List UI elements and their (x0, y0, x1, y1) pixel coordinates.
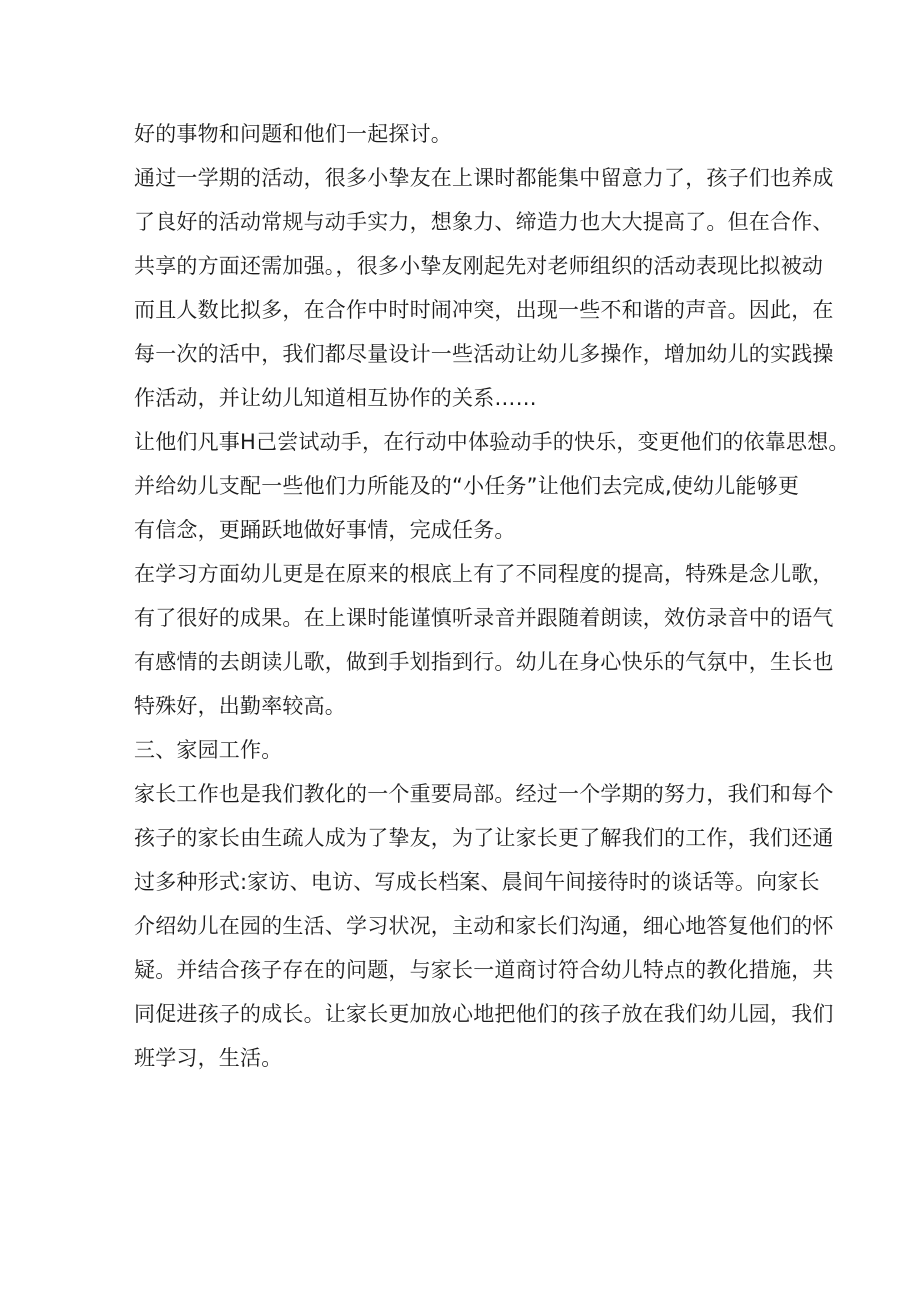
text-line: 班学习，生活。 (134, 1046, 283, 1070)
text-line: 好的事物和问题和他们一起探讨。 (134, 122, 452, 146)
text-line: 通过一学期的活动，很多小挚友在上课时都能集中留意力了，孩子们也养成 (134, 166, 834, 190)
text-line: 有感情的去朗读儿歌，做到手划指到行。幼儿在身心快乐的气氛中，生长也 (134, 650, 834, 674)
section-heading: 三、家园工作。 (134, 738, 283, 762)
paragraph-intro-continuation (134, 112, 794, 156)
document-body (134, 112, 850, 1080)
text-line: 有了很好的成果。在上课时能谨慎听录音并跟随着朗读，效仿录音中的语气 (134, 606, 834, 630)
text-line: 特殊好，出勤率较高。 (134, 694, 346, 718)
text-line: 孩子的家长由生疏人成为了挚友，为了让家长更了解我们的工作，我们还通 (134, 826, 834, 850)
section-heading-home-school (134, 728, 794, 772)
paragraph-activities (134, 156, 834, 420)
text-line: 共享的方面还需加强。，很多小挚友刚起先对老师组织的活动表现比拟被动 (134, 254, 824, 278)
text-line: 家长工作也是我们教化的一个重要局部。经过一个学期的努力，我们和每个 (134, 782, 834, 806)
text-line: 每一次的活中，我们都尽量设计一些活动让幼儿多操作，增加幼儿的实践操 (134, 342, 834, 366)
text-line: 作活动，并让幼儿知道相互协作的关系…… (134, 386, 537, 410)
paragraph-hands-on (134, 420, 850, 552)
text-line: 了良好的活动常规与动手实力，想象力、缔造力也大大提高了。但在合作、 (134, 210, 834, 234)
text-line: 而且人数比拟多，在合作中时时闹冲突，出现一些不和谐的声音。因此，在 (134, 298, 834, 322)
text-line: 同促进孩子的成长。让家长更加放心地把他们的孩子放在我们幼儿园，我们 (134, 1002, 834, 1026)
text-line: 介绍幼儿在园的生活、学习状况，主动和家长们沟通，细心地答复他们的怀 (134, 914, 834, 938)
paragraph-learning (134, 552, 834, 728)
paragraph-parent-work (134, 772, 834, 1080)
text-line: 过多种形式:家访、电访、写成长档案、晨间午间接待时的谈话等。向家长 (134, 870, 820, 894)
text-line: 有信念，更踊跃地做好事情，完成任务。 (134, 518, 516, 542)
text-line: 疑。并结合孩子存在的问题，与家长一道商讨符合幼儿特点的教化措施，共 (134, 958, 834, 982)
text-line: 并给幼儿支配一些他们力所能及的“小任务”让他们去完成,使幼儿能够更 (134, 474, 800, 498)
text-line: 在学习方面幼儿更是在原来的根底上有了不同程度的提高，特殊是念儿歌， (134, 562, 834, 586)
text-line: 让他们凡事H己尝试动手，在行动中体验动手的快乐，变更他们的依靠思想。 (134, 430, 850, 454)
